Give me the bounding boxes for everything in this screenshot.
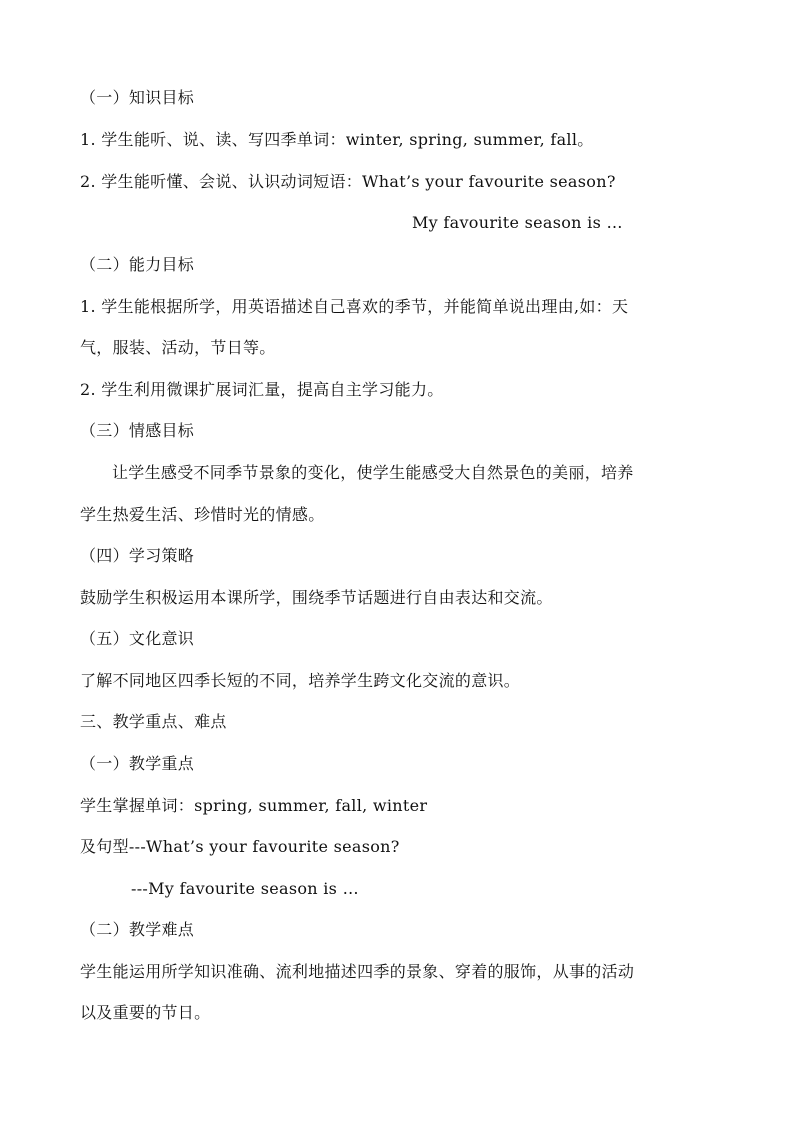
difficult-text-line-1: 学生能运用所学知识准确、流利地描述四季的景象、穿着的服饰，从事的活动 [80, 962, 635, 981]
emotion-heading: （三）情感目标 [80, 421, 195, 440]
culture-text: 了解不同地区四季长短的不同，培养学生跨文化交流的意识。 [80, 671, 521, 690]
knowledge-item-2: 2. 学生能听懂、会说、认识动词短语：What’s your favourite season? [80, 172, 616, 191]
key-points-pattern: 及句型---What’s your favourite season? [80, 837, 400, 856]
strategy-text: 鼓励学生积极运用本课所学，围绕季节话题进行自由表达和交流。 [80, 588, 553, 607]
knowledge-heading: （一）知识目标 [80, 88, 195, 107]
key-points-pattern-answer: ---My favourite season is … [131, 879, 359, 898]
knowledge-item-2-answer: My favourite season is … [412, 213, 623, 232]
key-difficult-title: 三、教学重点、难点 [80, 712, 227, 731]
emotion-text-line-2: 学生热爱生活、珍惜时光的情感。 [80, 505, 325, 524]
ability-item-2: 2. 学生利用微课扩展词汇量，提高自主学习能力。 [80, 380, 444, 399]
ability-item-1-line-1: 1. 学生能根据所学，用英语描述自己喜欢的季节，并能简单说出理由,如：天 [80, 297, 629, 316]
key-points-heading: （一）教学重点 [80, 754, 195, 773]
ability-item-1-line-2: 气，服装、活动，节日等。 [80, 338, 276, 357]
ability-heading: （二）能力目标 [80, 255, 195, 274]
strategy-heading: （四）学习策略 [80, 546, 195, 565]
knowledge-item-1: 1. 学生能听、说、读、写四季单词：winter, spring, summer, fall。 [80, 130, 594, 149]
difficult-heading: （二）教学难点 [80, 920, 195, 939]
difficult-text-line-2: 以及重要的节日。 [80, 1003, 211, 1022]
key-points-words: 学生掌握单词：spring, summer, fall, winter [80, 796, 428, 815]
emotion-text-line-1: 让学生感受不同季节景象的变化，使学生能感受大自然景色的美丽，培养 [112, 463, 634, 482]
culture-heading: （五）文化意识 [80, 629, 195, 648]
